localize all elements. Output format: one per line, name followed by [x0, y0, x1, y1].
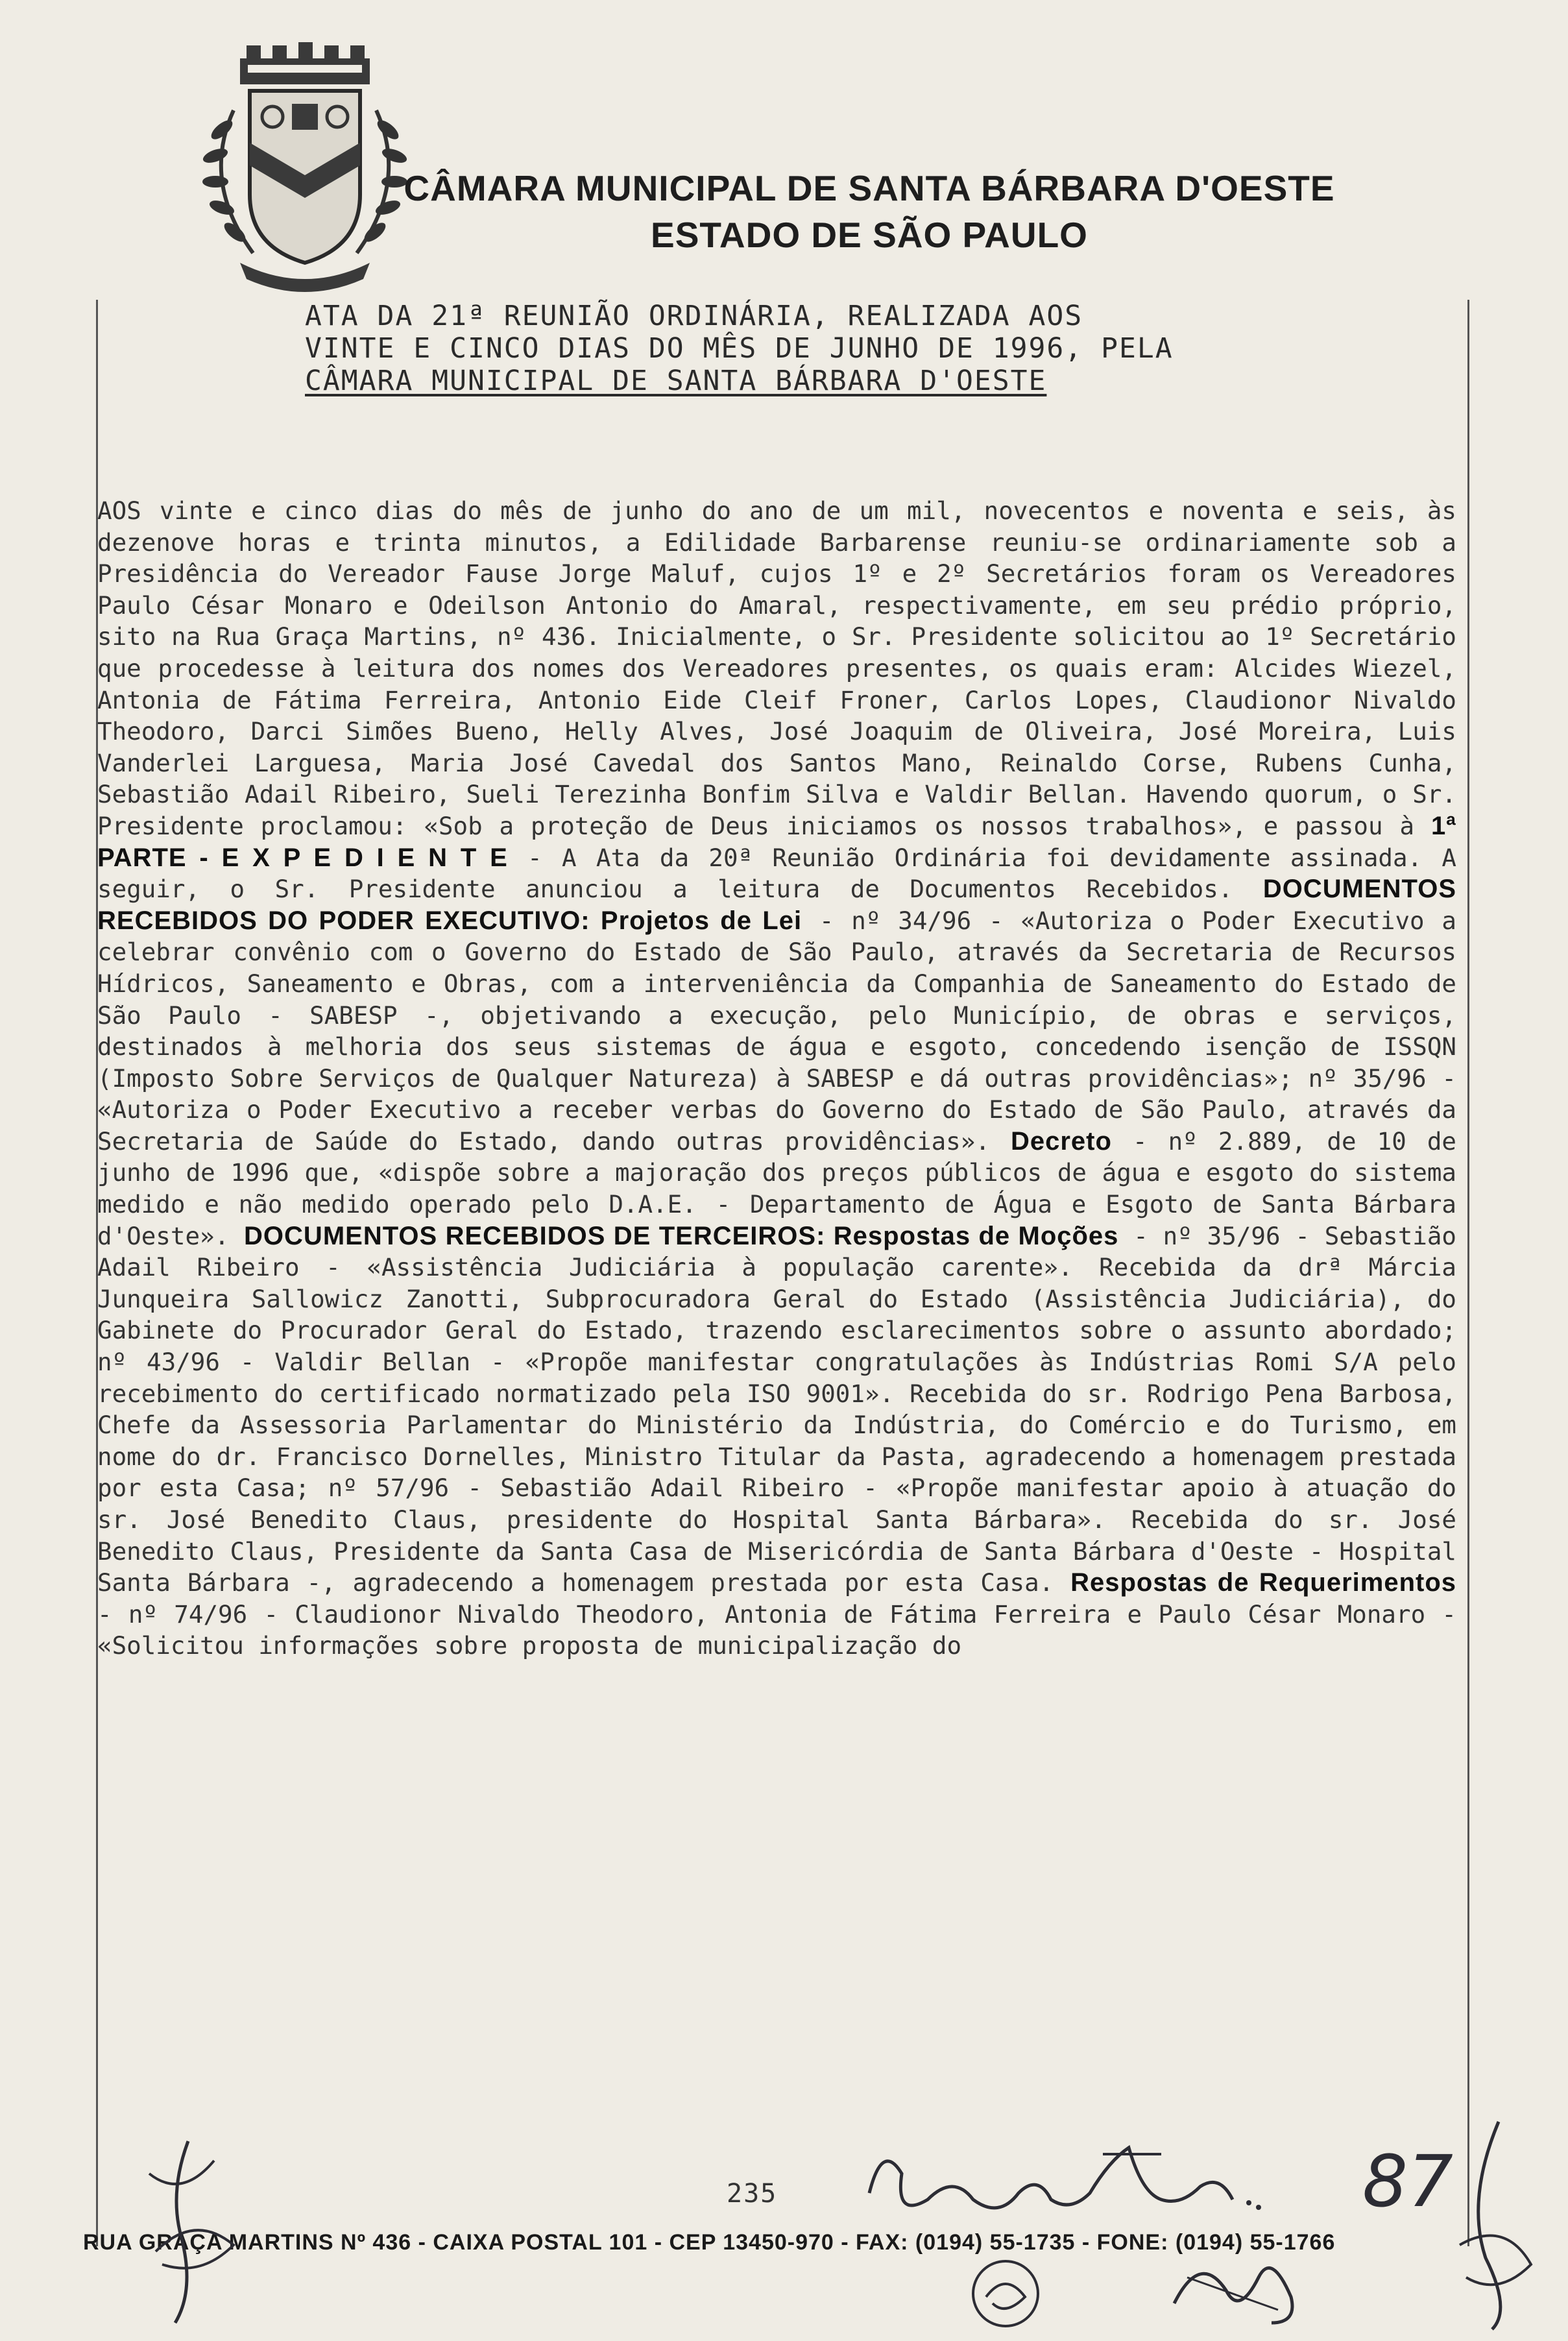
- signature-center-icon: [856, 2135, 1272, 2232]
- minutes-title: [305, 300, 1259, 397]
- body-paragraph-bills: - nº 34/96 - «Autoriza o Poder Executivo a celebrar convênio com o Governo do Estado de São Paulo, através da Secretaria de Recursos Hídricos, Saneamento e Obras, com a interveniência da Companhia de Saneamento do Estado de São Paulo - SABESP -, objetivando a execução, pelo Município, de obras e serviços, destinados à melhoria dos seus sistemas de água e esgoto, concedendo isenção de ISSQN (Imposto Sobre Serviços de Qualquer Natureza) à SABESP e dá outras providências»; nº 35/96 - «Autoriza o Poder Executivo a receber verbas do Governo do Estado de São Paulo, através da Secretaria de Saúde do Estado, dando outras providências».: [97, 906, 1456, 1156]
- minutes-title-line-3: CÂMARA MUNICIPAL DE SANTA BÁRBARA D'OESTE: [305, 365, 1047, 397]
- section-heading-decree: Decreto: [1010, 1126, 1112, 1156]
- signature-right-icon: [1447, 2115, 1544, 2336]
- organization-name: CÂMARA MUNICIPAL DE SANTA BÁRBARA D'OESTE: [404, 168, 1335, 208]
- section-heading-requirement-responses: Respostas de Requerimentos: [1070, 1568, 1457, 1597]
- stamp-circle-icon: [947, 2251, 1064, 2336]
- section-heading-expediente: 1ª PARTE - E X P E D I E N T E: [97, 811, 1456, 872]
- section-heading-third-party-documents: DOCUMENTOS RECEBIDOS DE TERCEIROS: Respostas de Moções: [244, 1221, 1119, 1250]
- margin-annotation: [1356, 2128, 1453, 2245]
- section-heading-executive-documents: DOCUMENTOS RECEBIDOS DO PODER EXECUTIVO: Projetos de Lei: [97, 875, 1456, 935]
- svg-text:87: 87: [1362, 2140, 1453, 2223]
- letterhead-footer: RUA GRAÇA MARTINS Nº 436 - CAIXA POSTAL 101 - CEP 13450-970 - FAX: (0194) 55-1735 - FONE: (0194) 55-1766: [83, 2230, 1336, 2255]
- signature-left-icon: [143, 2135, 247, 2329]
- right-margin-rule: [1467, 300, 1469, 2246]
- coat-of-arms-icon: [195, 39, 415, 298]
- minutes-title-line-2: VINTE E CINCO DIAS DO MÊS DE JUNHO DE 1996, PELA: [305, 332, 1174, 365]
- body-paragraph-opening: AOS vinte e cinco dias do mês de junho do ano de um mil, novecentos e noventa e seis, às dezenove horas e trinta minutos, a Edilidade Barbarense reuniu-se ordinariamente sob a Presidência do Vereador Fause Jorge Maluf, cujos 1º e 2º Secretários foram os Vereadores Paulo César Monaro e Odeilson Antonio do Amaral, respectivamente, em seu prédio próprio, sito na Rua Graça Martins, nº 436. Inicialmente, o Sr. Presidente solicitou ao 1º Secretário que procedesse à leitura dos nomes dos Vereadores presentes, os quais eram: Alcides Wiezel, Antonia de Fátima Ferreira, Antonio Eide Cleif Froner, Carlos Lopes, Claudionor Nivaldo Theodoro, Darci Simões Bueno, Helly Alves, José Joaquim de Oliveira, José Moreira, Luis Vanderlei Larguesa, Maria José Cavedal dos Santos Mano, Reinaldo Corse, Rubens Cunha, Sebastião Adail Ribeiro, Sueli Terezinha Bonfim Silva e Valdir Bellan. Havendo quorum, o Sr. Presidente proclamou: «Sob a proteção de Deus iniciamos os nossos trabalhos», e passou à: [97, 496, 1456, 840]
- organization-state: ESTADO DE SÃO PAULO: [651, 215, 1088, 255]
- minutes-body: [97, 495, 1456, 1662]
- minutes-title-line-1: ATA DA 21ª REUNIÃO ORDINÁRIA, REALIZADA AOS: [305, 300, 1083, 332]
- body-paragraph-requirements: - nº 74/96 - Claudionor Nivaldo Theodoro, Antonia de Fátima Ferreira e Paulo César Monaro - «Solicitou informações sobre proposta de municipalização do: [97, 1599, 1456, 1660]
- body-paragraph-minutes-signed: - A Ata da 20ª Reunião Ordinária foi devidamente assinada. A seguir, o Sr. Presidente anunciou a leitura de Documentos Recebidos.: [97, 843, 1457, 904]
- signature-bottom-icon: [1161, 2238, 1310, 2336]
- body-paragraph-motions: - nº 35/96 - Sebastião Adail Ribeiro - «Assistência Judiciária à população carente». Recebida da drª Márcia Junqueira Sallowicz Zanotti, Subprocuradora Geral do Estado (Assistência Judiciária), do Gabinete do Procurador Geral do Estado, trazendo esclarecimentos sobre o assunto abordado; nº 43/96 - Valdir Bellan - «Propõe manifestar congratulações às Indústrias Romi S/A pelo recebimento do certificado normatizado pela ISO 9001». Recebida do sr. Rodrigo Pena Barbosa, Chefe da Assessoria Parlamentar do Ministério da Indústria, do Comércio e do Turismo, em nome do dr. Francisco Dornelles, Ministro Titular da Pasta, agradecendo a homenagem prestada por esta Casa; nº 57/96 - Sebastião Adail Ribeiro - «Propõe manifestar apoio à atuação do sr. José Benedito Claus, presidente do Hospital Santa Bárbara». Recebida do sr. José Benedito Claus, Presidente da Santa Casa de Misericórdia de Santa Bárbara d'Oeste - Hospital Santa Bárbara -, agradecendo a homenagem prestada por esta Casa.: [97, 1221, 1456, 1597]
- body-paragraph-decree: - nº 2.889, de 10 de junho de 1996 que, «dispõe sobre a majoração dos preços públicos de água e esgoto do sistema medido e não medido operado pelo D.A.E. - Departamento de Água e Esgoto de Santa Bárbara d'Oeste».: [97, 1126, 1457, 1250]
- page-number: 235: [727, 2179, 778, 2209]
